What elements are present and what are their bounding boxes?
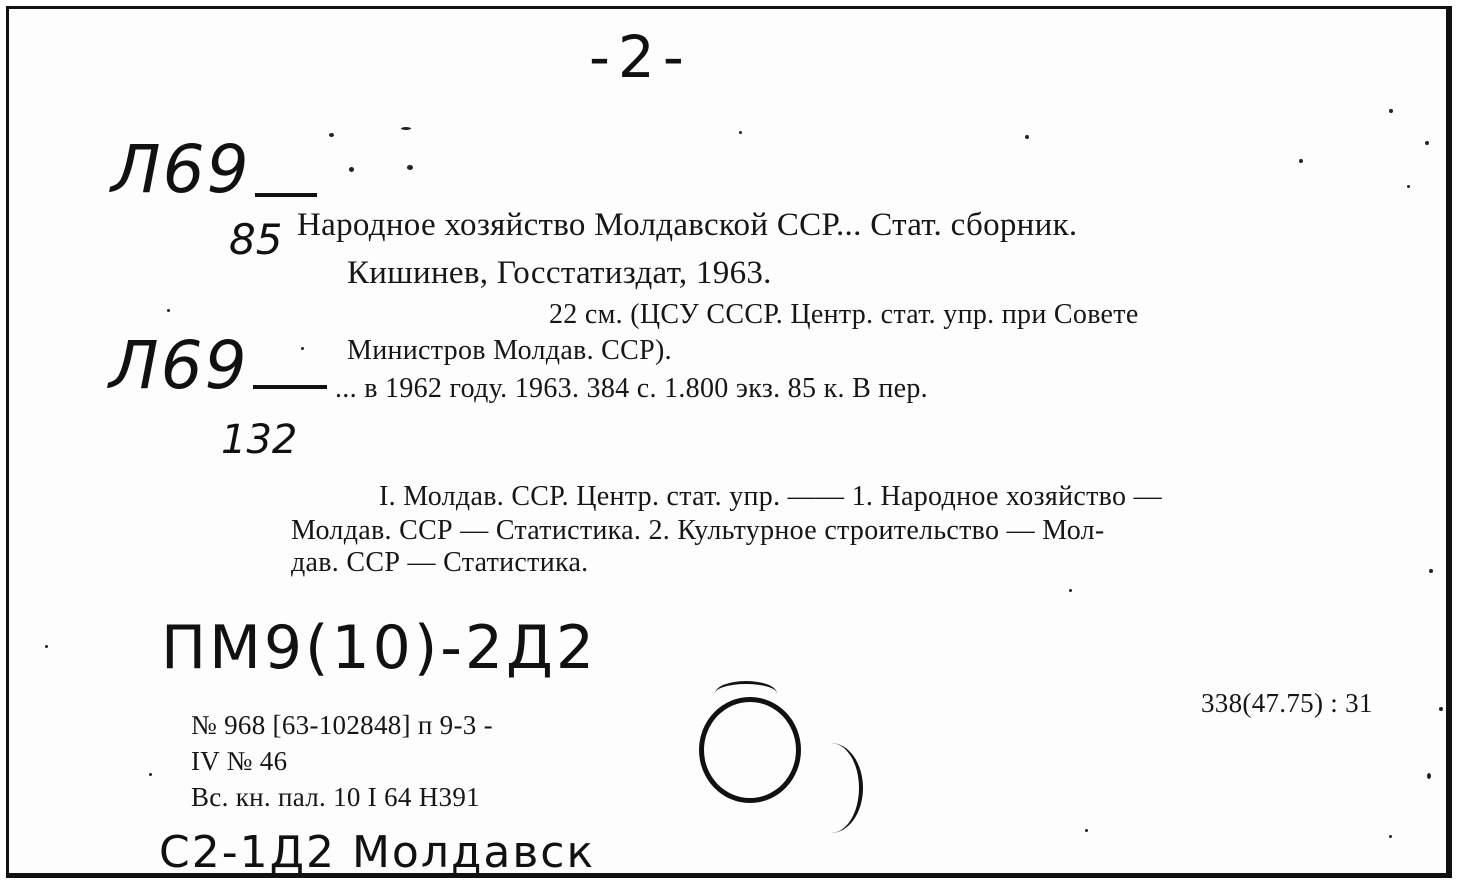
speck xyxy=(349,167,354,172)
speck xyxy=(1407,185,1410,188)
entry-volume-line: ... в 1962 году. 1963. 384 с. 1.800 экз. 85 к. В пер. xyxy=(335,373,928,404)
entry-title-line: Народное хозяйство Молдавской ССР... Стат. сборник. xyxy=(297,207,1078,243)
speck xyxy=(407,165,413,170)
shelf-mark-1-dash xyxy=(255,193,317,197)
shelf-mark-2-dash xyxy=(253,385,327,389)
speck xyxy=(1429,569,1433,573)
shelf-mark-2-suffix: 132 xyxy=(221,417,298,463)
speck xyxy=(739,131,742,134)
entry-series-line-cont: Министров Молдав. ССР). xyxy=(347,335,672,366)
udc-index: 338(47.75) : 31 xyxy=(1201,688,1373,718)
speck xyxy=(1069,589,1072,592)
catalog-card xyxy=(6,6,1452,878)
classification-handwritten: ПМ9(10)-2Д2 xyxy=(161,613,598,683)
speck xyxy=(1085,829,1088,832)
subject-heading-line-cont: Молдав. ССР — Статистика. 2. Культурное строительство — Мол- xyxy=(291,515,1105,546)
speck xyxy=(1427,773,1431,779)
speck xyxy=(329,133,334,137)
speck xyxy=(301,347,304,350)
footer-order-line: № 968 [63-102848] п 9-3 - xyxy=(191,710,493,740)
shelf-mark-1-suffix: 85 xyxy=(229,215,283,264)
speck xyxy=(167,309,170,312)
speck xyxy=(1425,141,1429,145)
footer-chamber-line: Вс. кн. пал. 10 I 64 Н391 xyxy=(191,782,480,812)
stamp-circle xyxy=(699,697,801,803)
speck xyxy=(1389,109,1393,113)
subject-heading-line-end: дав. ССР — Статистика. xyxy=(291,547,589,578)
subject-handwritten: С2-1Д2 Молдавск xyxy=(159,827,596,878)
entry-imprint-line: Кишинев, Госстатиздат, 1963. xyxy=(347,255,772,291)
subject-heading-line: I. Молдав. ССР. Центр. стат. упр. —— 1. Народное хозяйство — xyxy=(379,481,1162,512)
speck xyxy=(1439,707,1443,711)
speck xyxy=(45,645,48,648)
shelf-mark-1: Л69 xyxy=(111,131,251,208)
speck xyxy=(401,127,411,130)
footer-issue-line: IV № 46 xyxy=(191,746,288,776)
speck xyxy=(1299,159,1303,163)
page-number-handwritten: -2- xyxy=(589,23,692,91)
entry-series-line: 22 см. (ЦСУ СССР. Центр. стат. упр. при Совете xyxy=(549,299,1139,330)
shelf-mark-2: Л69 xyxy=(109,327,249,404)
speck xyxy=(1389,835,1392,838)
stamp-arc xyxy=(799,743,863,833)
speck xyxy=(149,773,152,776)
speck xyxy=(1025,135,1029,139)
